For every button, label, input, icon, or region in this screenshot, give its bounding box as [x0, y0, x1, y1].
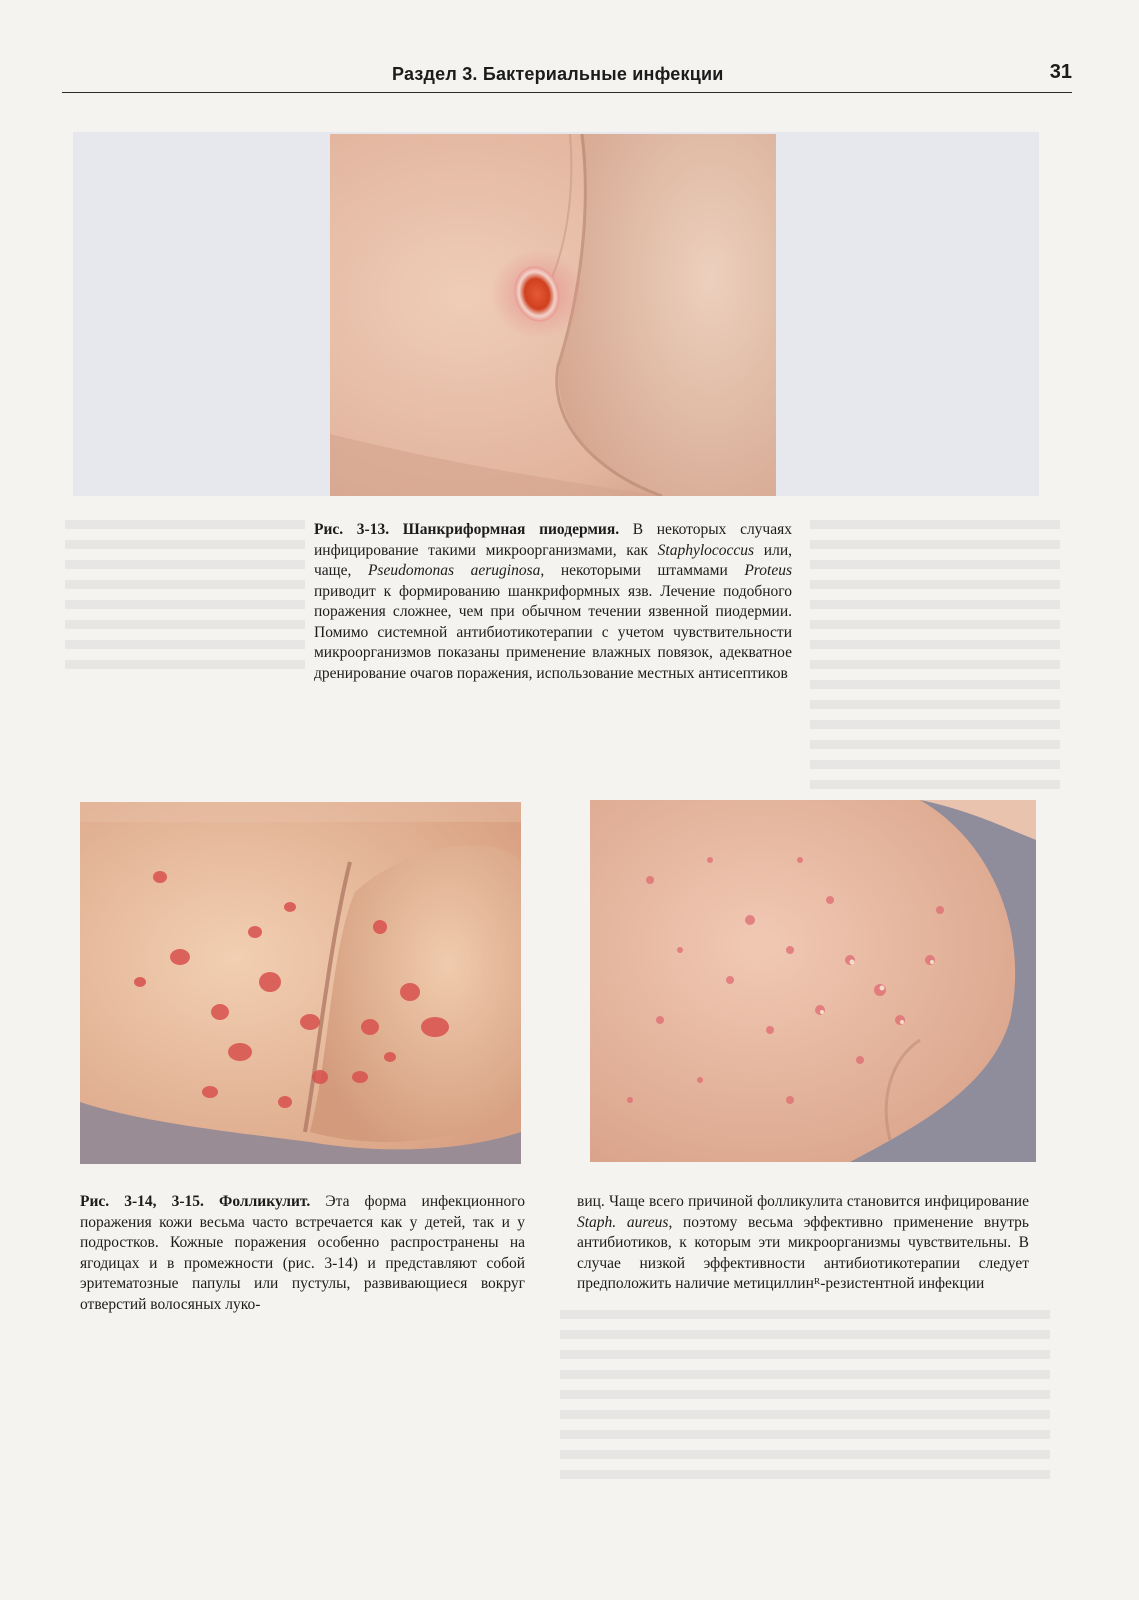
figure-label: Рис. 3-14, 3-15.	[80, 1193, 204, 1210]
caption-text: виц. Чаще всего причиной фолликулита становится инфицирование	[577, 1193, 1029, 1210]
bleed-through-text-right	[810, 520, 1060, 790]
photo-fig-3-15	[590, 800, 1036, 1162]
caption-text: , поэтому весьма эффективно применение внутрь антибиотиков, к которым эти микроорганизмы чувствительны. В случае низкой эффективности антибиотикотерапии следует предположить наличие метициллинᴿ-резистентной инфекции	[577, 1213, 1029, 1292]
caption-text: приводит к формированию шанкриформных язв. Лечение подобного поражения сложнее, чем при обычном течении язвенной пиодермии. Помимо системной антибиотикотерапии с учетом чувствительности микроорганизмов показаны применение влажных повязок, адекватное дренирование очагов поражения, использование местных антисептиков	[314, 582, 792, 682]
caption-fig-3-14-15-col2	[577, 1192, 1029, 1295]
bleed-through-text-left	[65, 520, 305, 680]
bleed-through-text-bottom	[560, 1310, 1050, 1490]
caption-text: или, чаще,	[314, 541, 792, 579]
species-name: Proteus	[744, 562, 792, 579]
figure-heading: Шанкриформная пиодермия.	[402, 521, 620, 538]
caption-fig-3-13	[314, 520, 792, 684]
caption-text: , некоторыми штаммами	[540, 562, 745, 579]
species-name: Pseudomonas aeruginosa	[367, 562, 541, 579]
section-title: Раздел 3. Бактериальные инфекции	[392, 64, 724, 84]
caption-text: В некоторых случаях инфицирование такими микроорганизмами, как	[314, 521, 792, 559]
figure-label: Рис. 3-13.	[314, 521, 390, 538]
running-header	[62, 58, 1072, 93]
caption-fig-3-14-15-col1	[80, 1192, 525, 1315]
species-name: Staph. aureus	[577, 1213, 669, 1231]
species-name: Staphylococcus	[657, 541, 755, 559]
photo-fig-3-14	[80, 802, 521, 1164]
page-number: 31	[1049, 61, 1072, 83]
caption-text: Эта форма инфекционного поражения кожи весьма часто встречается как у детей, так и у подростков. Кожные поражения особенно распространены на ягодицах и в промежности (рис. 3-14) и представляют собой эритематозные папулы или пустулы, развивающиеся вокруг отверстий волосяных луко-	[80, 1193, 525, 1313]
photo-fig-3-13	[330, 134, 776, 496]
figure-heading: Фолликулит.	[219, 1193, 311, 1210]
